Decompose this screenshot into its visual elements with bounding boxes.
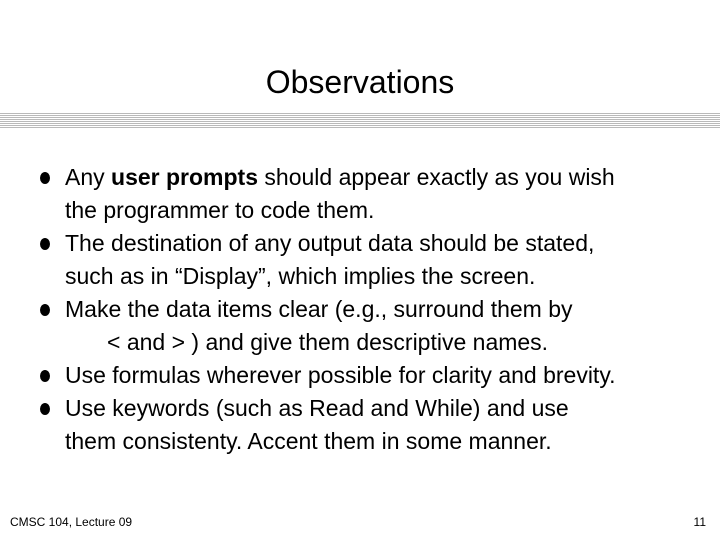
bullet-line: such as in “Display”, which implies the screen. — [65, 263, 536, 289]
bullet-line: < and > ) and give them descriptive names. — [107, 329, 549, 355]
bullet-dot-icon — [40, 304, 50, 316]
bullet-text: should appear exactly as you wish — [258, 164, 615, 190]
bullet-list — [40, 161, 700, 458]
bullet-item-keywords — [40, 392, 700, 458]
slide-title: Observations — [265, 64, 455, 100]
page-number: 11 — [693, 515, 706, 529]
bullet-line: The destination of any output data should be stated, — [65, 230, 595, 256]
bullet-dot-icon — [40, 403, 50, 415]
bullet-text: Any — [65, 164, 112, 190]
bullet-line: them consistenty. Accent them in some manner. — [65, 428, 552, 454]
bullet-line: Make the data items clear (e.g., surround them by — [65, 296, 573, 322]
bullet-item-formulas — [40, 359, 700, 392]
bullet-dot-icon — [40, 370, 50, 382]
footer-course-label: CMSC 104, Lecture 09 — [10, 515, 133, 529]
bullet-line: Use keywords (such as Read and While) and use — [65, 395, 569, 421]
bullet-line: the programmer to code them. — [65, 197, 375, 223]
bullet-item-data-items — [40, 293, 700, 359]
bullet-item-output-destination — [40, 227, 700, 293]
emphasized-text: user prompts — [111, 164, 259, 190]
bullet-line — [65, 161, 700, 194]
bullet-dot-icon — [40, 172, 50, 184]
bullet-line: Use formulas wherever possible for clarity and brevity. — [65, 362, 616, 388]
title-divider — [0, 113, 720, 129]
bullet-dot-icon — [40, 238, 50, 250]
bullet-item-user-prompts — [40, 161, 700, 227]
